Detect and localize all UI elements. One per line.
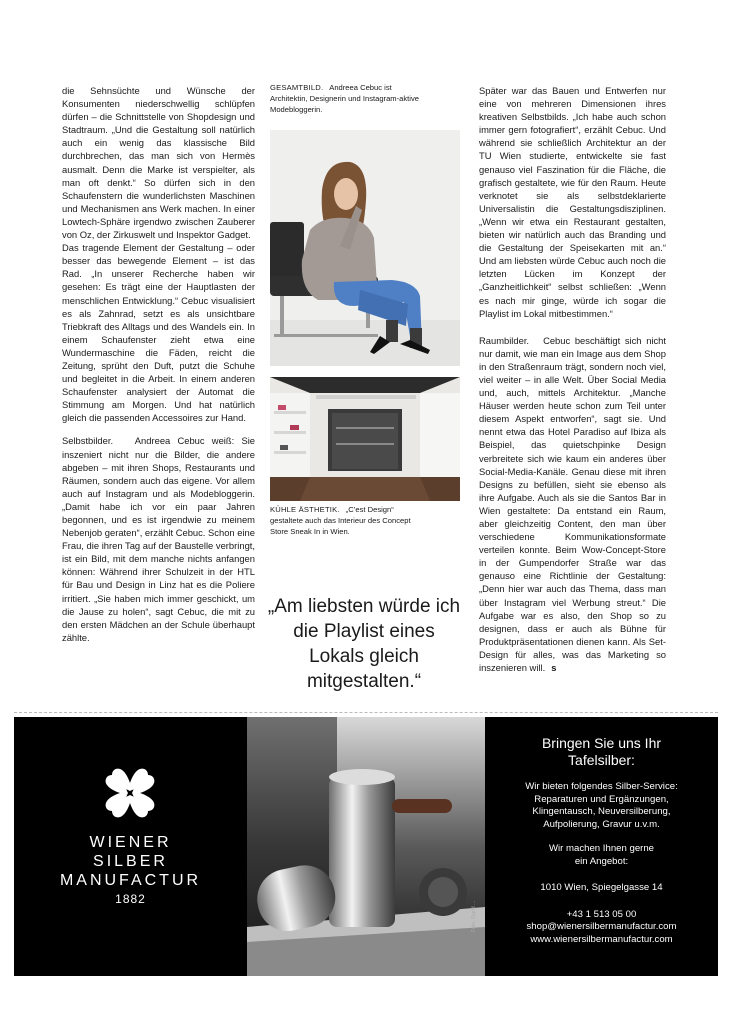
ad-line: Klingentausch, Neuversilberung,: [532, 806, 671, 817]
teapot-illustration: [247, 717, 485, 976]
photo-credit: Foto: Sigrid ...: [471, 900, 477, 932]
brand-wordmark: [14, 833, 247, 906]
clover-heart-logo-icon: [98, 761, 162, 825]
silver-teapot-photo: [247, 717, 485, 976]
ad-line: Wir bieten folgendes Silber-Service:: [525, 781, 678, 792]
paragraph: Später war das Bauen und Entwerfen nur eine von mehreren Dimensionen ihres kreativen Selbstbilds. „Ich habe auch schon immer gern fotografiert“, erzählt Cebuc. Und während sie schließlich Architektur an der TU Wien studierte, entwickelte sie fast genauso viel Faszination für die Fläche, die grafisch gestaltete, wie für den Raum. Heute verknotet sie als selbstdeklarierte Universalistin die Gestaltungsdisziplinen. „Wenn wir etwa ein Restaurant gestalten, bieten wir natürlich auch das Branding und die Gestaltung der Speisekarten mit an.“ Und am liebsten würde Cebuc auch noch die letzten Lücken im Konzept der „Ganzheitlichkeit“ selbst schließen: „Wenn es nach mir ginge, würde ich sogar die Playlist im Lokal mitbestimmen.“: [479, 85, 666, 319]
ad-email[interactable]: shop@wienersilbermanufactur.com: [526, 921, 677, 932]
paragraph: [62, 434, 255, 644]
page-divider: [14, 712, 718, 713]
caption-keyword: GESAMTBILD.: [270, 83, 324, 92]
services-block: [485, 781, 718, 831]
contact-block: [485, 909, 718, 947]
store-illustration: [270, 377, 460, 501]
photo-caption-bottom: [270, 504, 420, 537]
store-interior-photo: [270, 377, 460, 501]
advertisement: [14, 717, 718, 976]
pull-quote: „Am liebsten würde ich die Playlist eines Lokals gleich mitgestalten.“: [267, 596, 461, 692]
ad-title: [485, 735, 718, 769]
paragraph: die Sehnsüchte und Wünsche der Konsumenten niederschwellig schlüpfen dürfen – die Schnittstelle von Shopdesign und Stadtraum. „Und die Gestaltung soll natürlich auch ein wenig das klassische Bild durchbrechen, das man sich von Hermès ausmalt. Denn die Marke ist verspielter, als man oft denkt.“ So dürfen sich in den Schaufenstern die wunderlichsten Maschinen und Mechanismen ans Werk machen. In einer Lowtech-Sphäre irgendwo zwischen Zauberer von Oz, der Zirkuswelt und Inspektor Gadget.: [62, 85, 255, 241]
ad-line: Wir machen Ihnen gerne: [548, 843, 655, 854]
ad-address: 1010 Wien, Spiegelgasse 14: [540, 882, 663, 893]
ad-phone[interactable]: +43 1 513 05 00: [566, 908, 637, 920]
caption-keyword: KÜHLE ÄSTHETIK.: [270, 505, 340, 514]
ad-text-panel: [485, 717, 718, 976]
caption-text: Andreea Cebuc ist Architektin, Designerin und Instagram-aktive Modebloggerin.: [270, 83, 419, 114]
article-column-3: [479, 84, 666, 674]
caption-text: „C’est Design“ gestaltete auch das Interieur des Concept Store Sneak In in Wien.: [270, 505, 411, 536]
offer-block: [485, 843, 718, 868]
brand-year: 1882: [115, 892, 146, 906]
ad-title-line: Bringen Sie uns Ihr Tafelsilber:: [541, 735, 662, 768]
paragraph: [479, 334, 666, 674]
ad-line: Reparaturen und Ergänzungen,: [534, 793, 669, 805]
photo-caption-top: [270, 82, 420, 115]
paragraph-text: Andreea Cebuc weiß: Sie inszeniert nicht nur die Bilder, die andere abgeben – mit ihren Shops, Restaurants und Räumen, sondern auch das eigene. Vor allem auch auf Instagram und als Modebloggerin. „Damit habe ich vor ein paar Jahren begonnen, und es ist irgendwie zu meinem Nebenjob geraten“, erzählt Cebuc. Schon eine Frau, die ihren Tag auf der Baustelle verbringt, ist ein Bild, mit dem manche nichts anfangen können: Während ihrer Schulzeit in der HTL für Bau und Design in Linz hat es die Poliere irritiert. „Sie haben mich immer geschickt, um die Jause zu holen“, sagt Cebuc, die mit zu den ersten Mädchen an der Schule überhaupt zählte.: [62, 435, 255, 643]
ad-website[interactable]: www.wienersilbermanufactur.com: [530, 933, 673, 945]
portrait-photo: [270, 130, 460, 366]
paragraph: Das tragende Element der Gestaltung – oder besser das bewegende Element – ist das Rad. „In unserer Recherche haben wir gesehen: Es trägt eine der Hauptlasten der menschlichen Entwicklung.“ Cebuc visualisiert es als Zahnrad, setzt es als unsichtbare Triebkraft des Alltags und des Wandels ein. In einem Schaufenster zieht etwa eine Wundermaschine die Fäden, reicht die Zeitung, sprüht den Duft, putzt die Schuhe und begleitet in die Arbeit. In einem anderen Schaufenster analysiert der Automat die Stimmung am Morgen. Und hat natürlich gleich die passenden Accessoires zur Hand.: [62, 242, 255, 424]
ad-brand-panel: [14, 717, 247, 976]
ad-line: Aufpolierung, Gravur u.v.m.: [543, 818, 660, 830]
brand-line: WIENER: [89, 834, 172, 851]
ad-line: ein Angebot:: [574, 855, 629, 867]
subhead: Raumbilder.: [479, 334, 530, 346]
subhead: Selbstbilder.: [62, 435, 114, 447]
end-mark: s: [551, 662, 557, 674]
brand-line: MANUFACTUR: [59, 872, 202, 889]
brand-line: SILBER: [93, 853, 168, 870]
paragraph-text: Cebuc beschäftigt sich nicht nur damit, wie man ein Image aus dem Shop in den Straßenraum trägt, sondern noch viel, viel weiter – in alle Welt. Über Social Media und, auch, mittels Architektur. „Manche Häuser werden heute schon zum Teil unter diesem Aspekt entworfen“, sagt sie. Und nennt etwa das Hotel Paradiso auf Ibiza als Beispiel, das quietschpinke Design verbreitete sich wie kaum ein anderes über Social-Media-Kanäle. Genau diese mit ihren Designs zu befüllen, sieht sie ebenso als ihre Aufgabe. Auch als sie die Santos Bar in Wien gestaltete: Da entstand ein Raum, aber gleichzeitig Content, den man über verschiedene Kommunikationsformate verteilen konnte. Beim Wow-Concept-Store in der Gumpendorfer Straße war das genauso eine Richtlinie der Gestaltung: „Denn hier war auch das Thema, dass man über Instagram viel Werbung streut.“ Die Aufgabe war es also, den Shop so zu designen, dass er auch als Bühne für Produktpräsentationen dienen kann. Als Set-Design für alles, was das Marketing so inszenieren will.: [479, 334, 666, 674]
portrait-illustration: [270, 130, 460, 366]
article-column-1: [62, 84, 255, 644]
